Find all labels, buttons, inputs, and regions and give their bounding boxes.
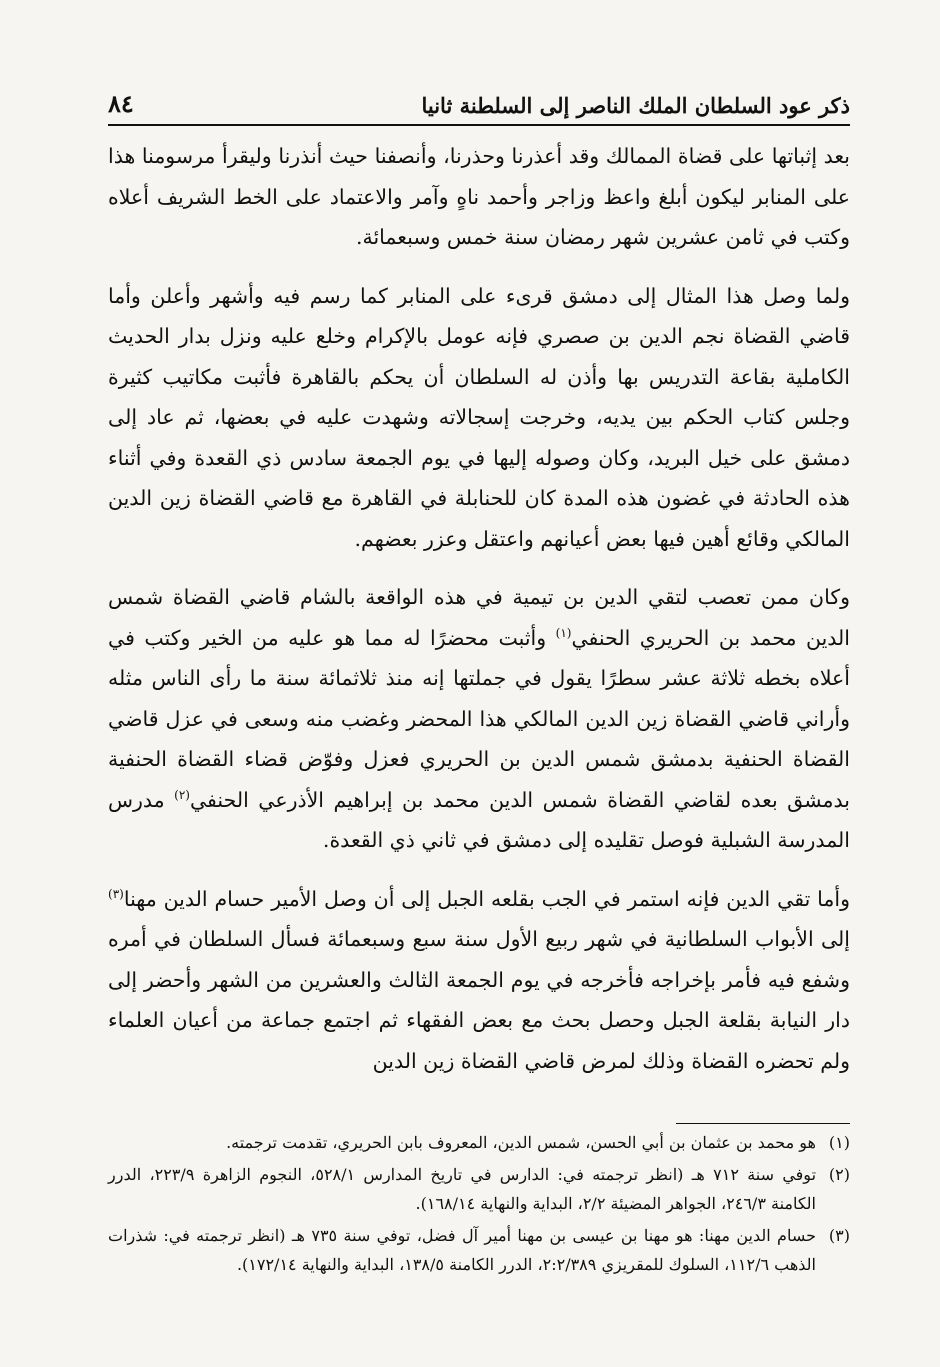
footnote (108, 1128, 850, 1158)
page-number: ٨٤ (108, 89, 134, 118)
header-rule (108, 124, 850, 126)
footnote-text: هو محمد بن عثمان بن أبي الحسن، شمس الدين، المعروف بابن الحريري، تقدمت ترجمته. (226, 1133, 816, 1152)
footnote-number: (٣) (828, 1225, 850, 1245)
main-text (108, 136, 850, 1099)
page-header (108, 78, 850, 118)
footnote-number: (١) (828, 1133, 850, 1152)
running-title: ذكر عود السلطان الملك الناصر إلى السلطنة ثانيا (421, 93, 850, 118)
footnote-marker: (٢) (174, 787, 190, 802)
paragraph-1: بعد إثباتها على قضاة الممالك وقد أعذرنا وحذرنا، وأنصفنا حيث أنذرنا وليقرأ مرسومنا هذا على المنابر ليكون أبلغ واعظ وزاجر وأحمد ناهٍ وآمر والاعتماد على الخط الشريف أعلاه وكتب في ثامن عشرين شهر رمضان سنة خمس وسبعمائة. (108, 144, 850, 249)
footnote-marker: (٣) (108, 886, 124, 901)
footnote-text: توفي سنة ٧١٢ هـ (انظر ترجمته في: الدارس في تاريخ المدارس ٥٢٨/١، النجوم الزاهرة ٢٢٣/٩، الدرر الكامنة ٢٤٦/٣، الجواهر المضيئة ٢/٢، البداية والنهاية ١٦٨/١٤). (108, 1164, 817, 1213)
paragraph-4: وأما تقي الدين فإنه استمر في الجب بقلعه الجبل إلى أن وصل الأمير حسام الدين مهنا$^{(٣)}$ إلى الأبواب السلطانية في شهر ربيع الأول سنة سبع وسبعمائة فسأل السلطان في أمره وشفع فيه فأمر بإخراجه فأخرجه في يوم الجمعة الثالث والعشرين من الشهر وأحضر إلى دار النيابة بقلعة الجبل وحصل بحث مع بعض الفقهاء ثم اجتمع جماعة من أعيان العلماء ولم تحضره القضاة وذلك لمرض قاضي القضاة زين الدين (108, 886, 850, 1073)
footnote-rule (676, 1123, 850, 1124)
footnote (108, 1221, 850, 1280)
paragraph-2: ولما وصل هذا المثال إلى دمشق قرىء على المنابر كما رسم فيه وأشهر وأعلن وأما قاضي القضاة نجم الدين بن صصري فإنه عومل بالإكرام وخلع عليه ونزل بدار الحديث الكاملية بقاعة التدريس بها وأذن له السلطان أن يحكم بالقاهرة فأثبت مكاتيب كثيرة وجلس كتاب الحكم بين يديه، وخرجت إسجالاته وشهدت عليه في بعضها، ثم عاد إلى دمشق على خيل البريد، وكان وصوله إليها في يوم الجمعة سادس ذي القعدة وفي أثناء هذه الحادثة في غضون هذه المدة كان للحنابلة في القاهرة مع قاضي القضاة زين الدين المالكي وقائع أهين فيها بعض أعيانهم واعتقل وعزر بعضهم. (108, 283, 850, 551)
footnote-number: (٢) (828, 1164, 850, 1184)
paragraph-3: وكان ممن تعصب لتقي الدين بن تيمية في هذه الواقعة بالشام قاضي القضاة شمس الدين محمد بن الحريري الحنفي$^{(١)}$ وأثبت محضرًا له مما هو عليه من الخير وكتب في أعلاه بخطه ثلاثة عشر سطرًا يقول في جملتها إنه منذ ثلاثمائة سنة ما رأى الناس مثله وأراني قاضي القضاة زين الدين المالكي هذا المحضر وغضب منه وسعى في عزل قاضي القضاة الحنفية بدمشق شمس الدين بن الحريري فعزل وفوّض قضاء القضاة الحنفية بدمشق بعده لقاضي القضاة شمس الدين محمد بن إبراهيم الأذرعي الحنفي$^{(٢)}$ مدرس المدرسة الشبلية فوصل تقليده إلى دمشق في ثاني ذي القعدة. (108, 585, 850, 852)
footnote-marker: (١) (555, 625, 572, 640)
footnotes (108, 1128, 850, 1282)
footnote (108, 1160, 850, 1219)
footnote-text: حسام الدين مهنا: هو مهنا بن عيسى بن مهنا أمير آل فضل، توفي سنة ٧٣٥ هـ (انظر ترجمته في: شذرات الذهب ١١٢/٦، السلوك للمقريزي ٢:٢/٣٨٩، الدرر الكامنة ١٣٨/٥، البداية والنهاية ١٧٢/١٤). (108, 1225, 817, 1274)
